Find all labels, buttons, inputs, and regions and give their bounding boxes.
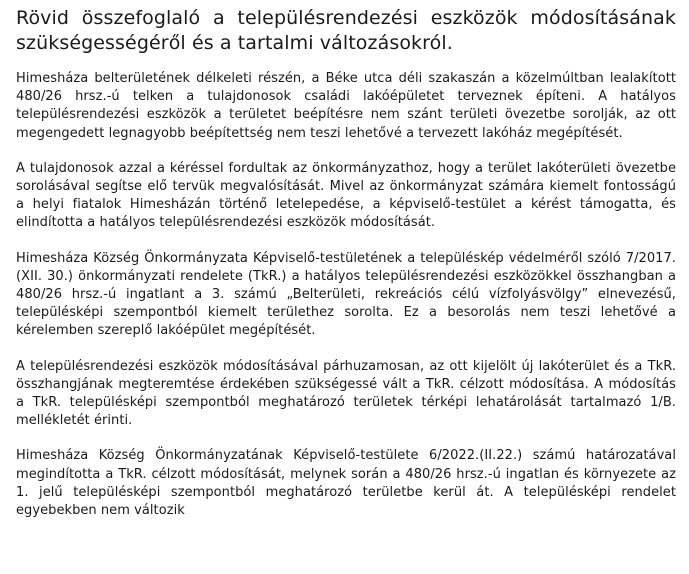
paragraph-1: Himesháza belterületének délkeleti részén, a Béke utca déli szakaszán a közelmúltban lealakított 480/26 hrsz.-ú telken a tulajdonosok családi lakóépületet terveznek építeni. A hatályos településrendezési eszközök a területet beépítésre nem szánt területi övezetbe sorolják, az ott megengedett legnagyobb beépítettség nem teszi lehetővé a tervezett lakóház megépítését. xyxy=(16,71,676,141)
paragraph-5: Himesháza Község Önkormányzatának Képviselő-testülete 6/2022.(II.22.) számú határozatával megindította a TkR. célzott módosítását, melynek során a 480/26 hrsz.-ú ingatlan és környezete az 1. jelű településképi szempontból meghatározó területbe kerül át. A településképi rendelet egyebekben nem változik xyxy=(16,448,676,519)
paragraph-2: A tulajdonosok azzal a kéréssel fordultak az önkormányzathoz, hogy a terület lakóterületi övezetbe sorolásával segítse elő tervük megvalósítását. Mivel az önkormányzat számára kiemelt fontosságú a helyi fiatalok Himesházán történő letelepedése, a képviselő-testület a kérést támogatta, és elindította a hatályos településrendezési eszközök módosítását. xyxy=(16,160,676,231)
document-page xyxy=(16,6,676,520)
document-title: Rövid összefoglaló a településrendezési eszközök módosításának szükségességéről és a tartalmi változásokról. xyxy=(16,7,676,54)
paragraph-4: A településrendezési eszközök módosításával párhuzamosan, az ott kijelölt új lakóterület és a TkR. összhangjának megteremtése érdekében szükségessé vált a TkR. célzott módosítása. A módosítás a TkR. településképi szempontból meghatározó területek térképi lehatárolását tartalmazó 1/B. mellékletét érinti. xyxy=(16,358,676,429)
paragraph-3: Himesháza Község Önkormányzata Képviselő-testületének a településkép védelméről szóló 7/2017. (XII. 30.) önkormányzati rendelete (TkR.) a hatályos településrendezési eszközökkel összhangban a 480/26 hrsz.-ú ingatlant a 3. számú „Belterületi, rekreációs célú vízfolyásvölgy” elnevezésű, településképi szempontból kiemelt területhez sorolta. Ez a besorolás nem teszi lehetővé a kérelemben szereplő lakóépület megépítését. xyxy=(16,250,676,339)
